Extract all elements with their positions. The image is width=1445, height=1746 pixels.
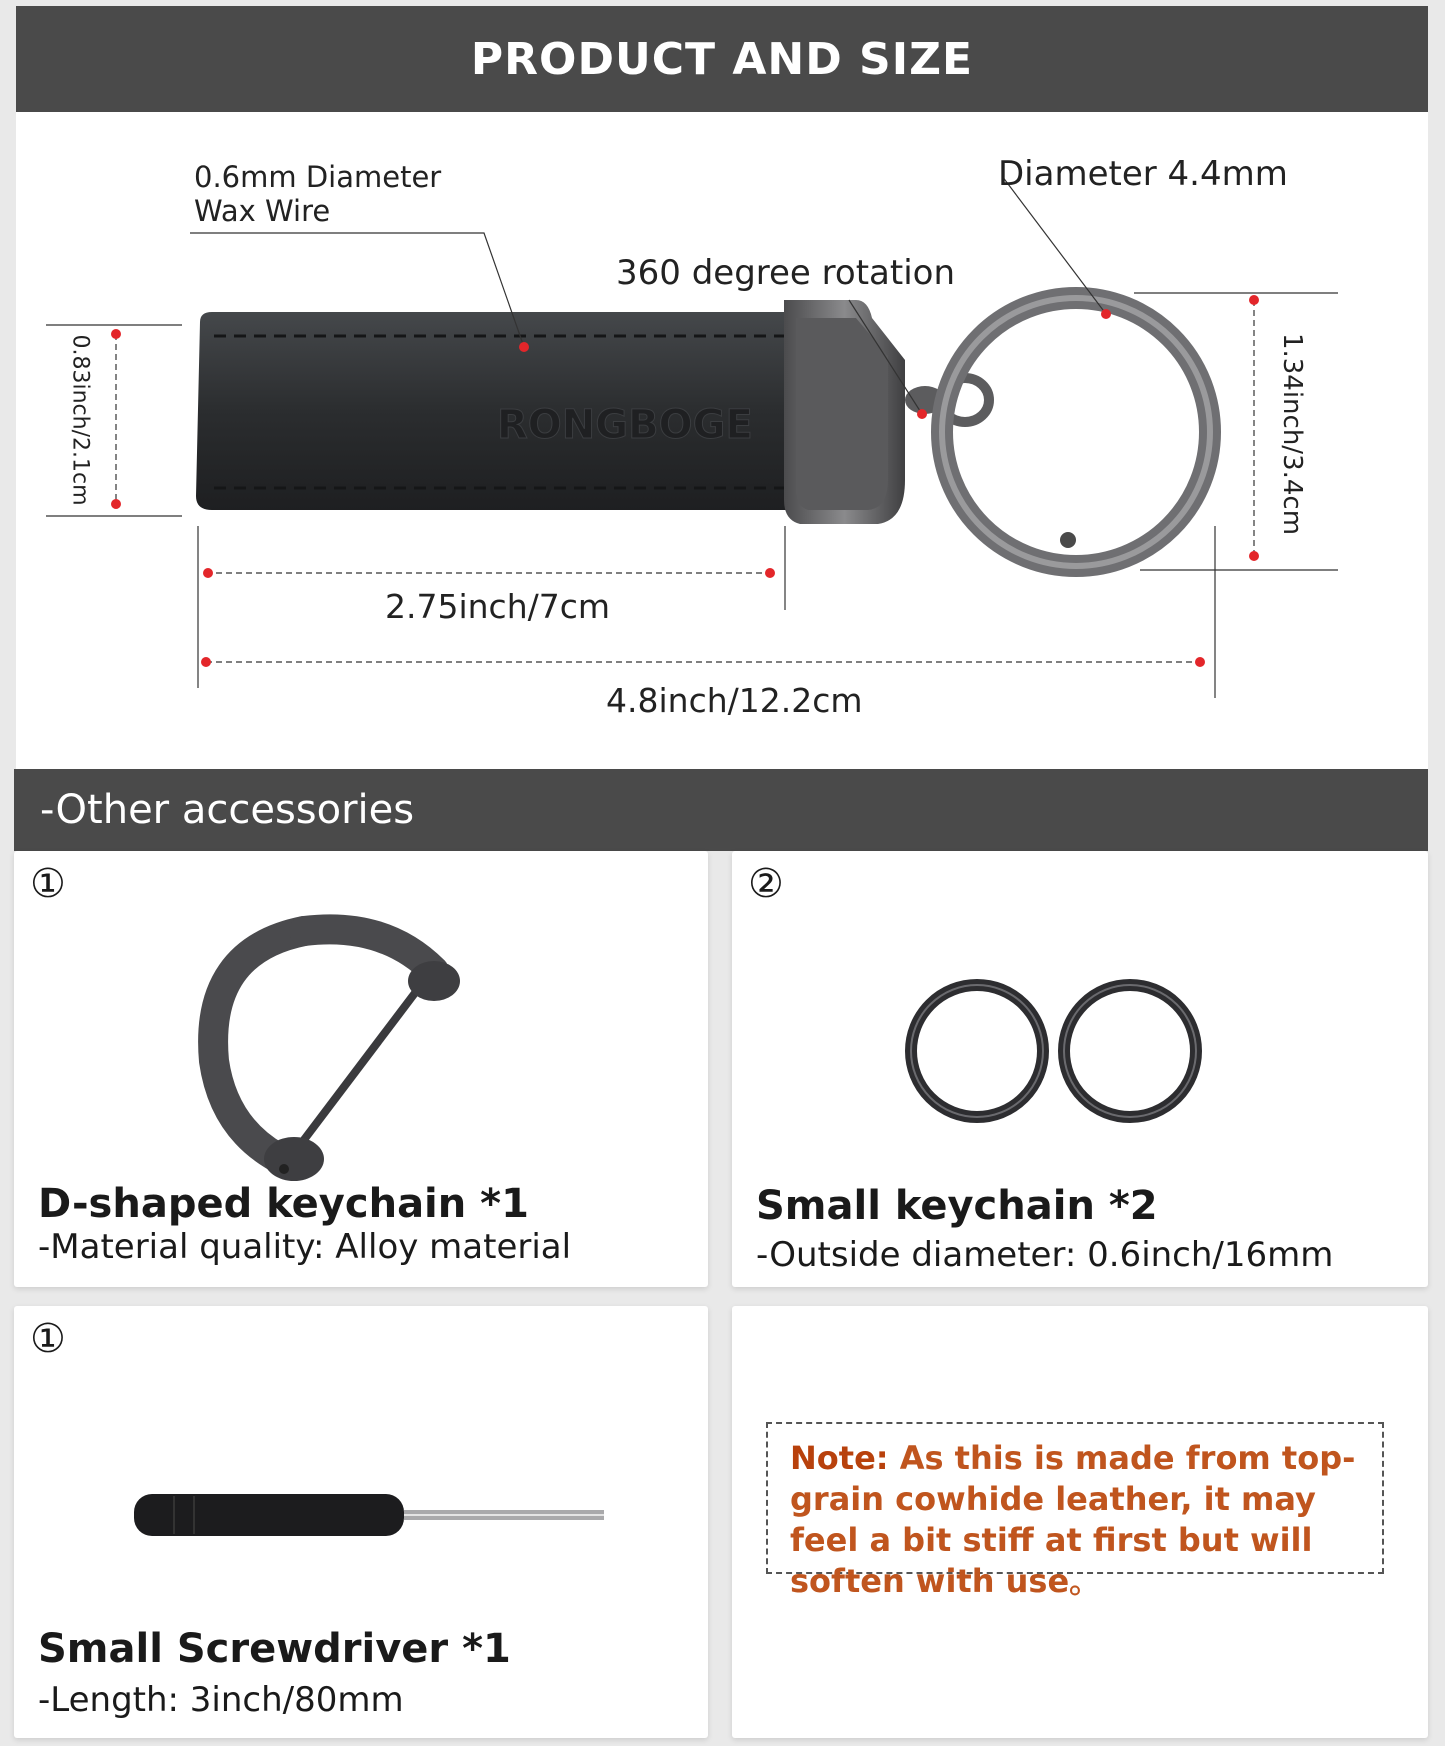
height-label: 0.83inch/2.1cm [67, 334, 93, 506]
wax-wire-label-line1: 0.6mm Diameter [194, 160, 442, 194]
wax-wire-label-line2: Wax Wire [194, 194, 331, 228]
accessory-title: D-shaped keychain *1 [38, 1181, 529, 1227]
quantity-number: ① [30, 1316, 66, 1362]
note-box [766, 1422, 1384, 1600]
split-ring-icon [902, 961, 1242, 1141]
brand-emboss: RONGBOGE [497, 402, 753, 448]
note-label: Note: [790, 1439, 889, 1477]
accessory-title: Small Screwdriver *1 [38, 1626, 511, 1672]
accessory-card-screwdriver [14, 1306, 708, 1738]
metal-end-cap [784, 300, 905, 524]
accessories-heading: -Other accessories [40, 787, 415, 833]
accessory-spec: -Outside diameter: 0.6inch/16mm [756, 1235, 1334, 1275]
screwdriver-icon [124, 1476, 624, 1556]
leather-strap [196, 312, 790, 510]
page-title: PRODUCT AND SIZE [470, 33, 974, 85]
ring-height-label: 1.34inch/3.4cm [1277, 332, 1307, 536]
rotation-label: 360 degree rotation [616, 253, 955, 293]
strap-length-label: 2.75inch/7cm [385, 587, 611, 626]
note-text: As this is made from top-grain cowhide leather, it may feel a bit stiff at first but will soften with use。 [790, 1439, 1356, 1600]
d-shackle-icon [184, 891, 524, 1211]
spring-ring [942, 298, 1210, 566]
note-card [732, 1306, 1428, 1738]
accessory-spec: -Length: 3inch/80mm [38, 1680, 404, 1720]
total-length-label: 4.8inch/12.2cm [606, 681, 863, 720]
ring-diameter-label: Diameter 4.4mm [998, 154, 1288, 194]
accessory-card-d-shackle [14, 851, 708, 1287]
accessory-title: Small keychain *2 [756, 1183, 1158, 1229]
quantity-number: ① [30, 861, 66, 907]
accessory-spec: -Material quality: Alloy material [38, 1227, 572, 1267]
accessory-card-split-rings [732, 851, 1428, 1287]
quantity-number: ② [748, 861, 784, 907]
product-diagram [0, 0, 1445, 769]
accessories-banner [14, 769, 1428, 851]
